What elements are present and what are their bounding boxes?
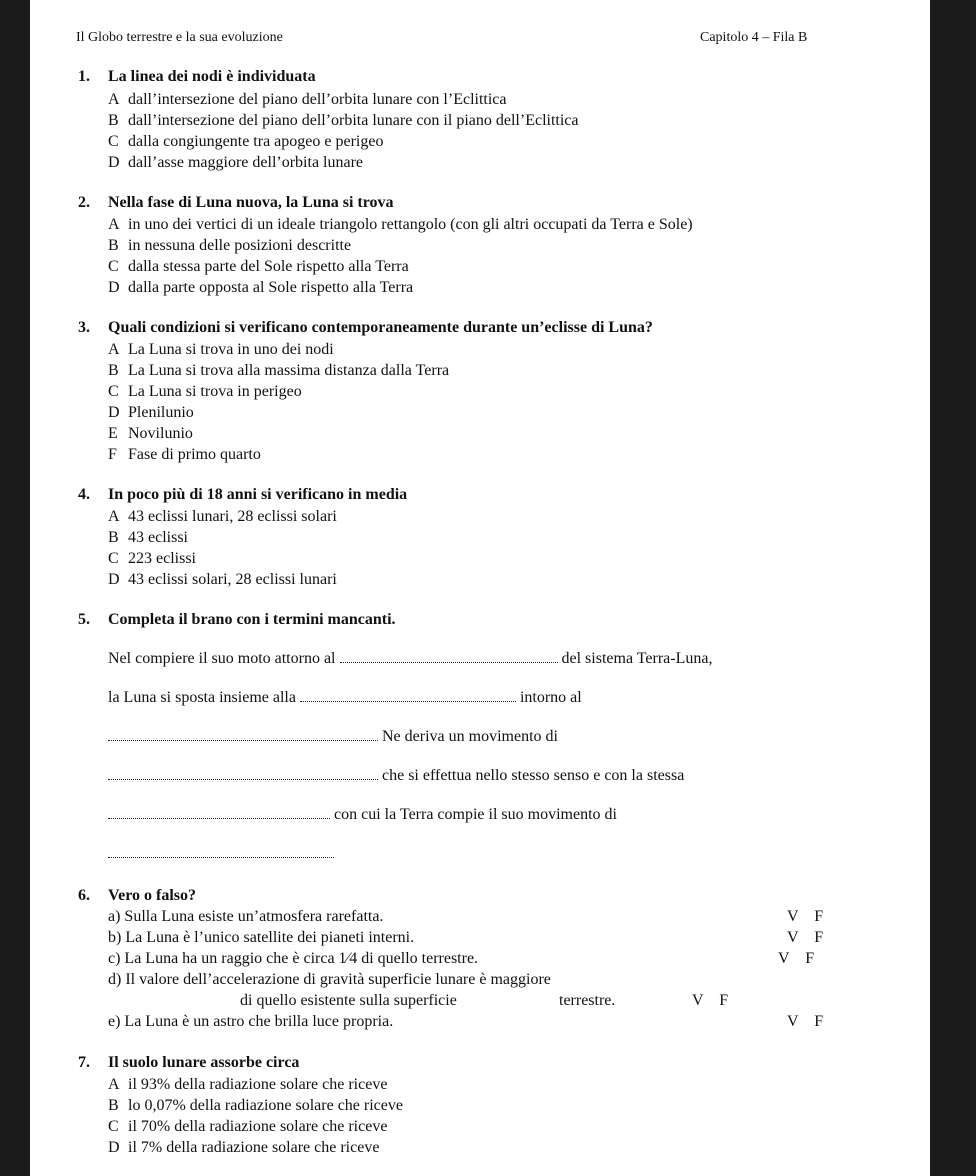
- question-3-option-d[interactable]: D Plenilunio: [108, 404, 194, 421]
- question-2-option-b[interactable]: B in nessuna delle posizioni descritte: [108, 237, 352, 254]
- blank-field[interactable]: [108, 767, 378, 780]
- blank-field[interactable]: [108, 728, 378, 741]
- question-5-line-3: Ne deriva un movimento di: [108, 728, 558, 746]
- blank-field[interactable]: [108, 806, 330, 819]
- header-chapter: Capitolo 4 – Fila B: [700, 30, 808, 45]
- true-false-item-e: e) La Luna è un astro che brilla luce propria.: [108, 1013, 394, 1030]
- question-4-option-c[interactable]: C 223 eclissi: [108, 550, 196, 567]
- true-false-item-b: b) La Luna è l’unico satellite dei pianeti interni.: [108, 929, 415, 946]
- header-book-title: Il Globo terrestre e la sua evoluzione: [76, 30, 283, 45]
- true-false-item-d-continuation-2: terrestre.: [559, 992, 616, 1009]
- question-2-option-a[interactable]: A in uno dei vertici di un ideale triangolo rettangolo (con gli altri occupati da Terra e Sole): [108, 216, 693, 233]
- true-false-choice-e[interactable]: V F: [787, 1013, 830, 1030]
- question-1-title: 1. La linea dei nodi è individuata: [78, 68, 316, 85]
- question-1-option-c[interactable]: C dalla congiungente tra apogeo e perigeo: [108, 133, 384, 150]
- question-5-line-2: la Luna si sposta insieme alla intorno al: [108, 689, 582, 706]
- question-4-option-b[interactable]: B 43 eclissi: [108, 529, 188, 546]
- blank-field[interactable]: [340, 650, 558, 663]
- question-5-line-1: Nel compiere il suo moto attorno al del sistema Terra-Luna,: [108, 650, 713, 667]
- true-false-choice-a[interactable]: V F: [787, 908, 830, 925]
- question-4-option-d[interactable]: D 43 eclissi solari, 28 eclissi lunari: [108, 571, 337, 588]
- question-5-title: 5. Completa il brano con i termini mancanti.: [78, 611, 396, 628]
- question-2-option-d[interactable]: D dalla parte opposta al Sole rispetto alla Terra: [108, 279, 414, 296]
- true-false-item-d-continuation: di quello esistente sulla superficie: [240, 992, 457, 1009]
- question-7-option-d[interactable]: D il 7% della radiazione solare che riceve: [108, 1139, 380, 1156]
- question-5-line-6: [108, 845, 338, 863]
- question-7-option-a[interactable]: A il 93% della radiazione solare che riceve: [108, 1076, 388, 1093]
- question-7-option-b[interactable]: B lo 0,07% della radiazione solare che riceve: [108, 1097, 403, 1114]
- true-false-item-d: d) Il valore dell’accelerazione di gravità superficie lunare è maggiore: [108, 971, 551, 988]
- question-6-title: 6. Vero o falso?: [78, 887, 196, 904]
- question-4-option-a[interactable]: A 43 eclissi lunari, 28 eclissi solari: [108, 508, 337, 525]
- true-false-choice-d[interactable]: V F: [692, 992, 735, 1009]
- question-3-option-a[interactable]: A La Luna si trova in uno dei nodi: [108, 341, 334, 358]
- question-3-option-c[interactable]: C La Luna si trova in perigeo: [108, 383, 302, 400]
- question-5-line-5: con cui la Terra compie il suo movimento di: [108, 806, 617, 824]
- question-1-option-b[interactable]: B dall’intersezione del piano dell’orbita lunare con il piano dell’Eclittica: [108, 112, 579, 129]
- question-3-title: 3. Quali condizioni si verificano contemporaneamente durante un’eclisse di Luna?: [78, 319, 653, 336]
- question-1-option-d[interactable]: D dall’asse maggiore dell’orbita lunare: [108, 154, 364, 171]
- question-7-option-c[interactable]: C il 70% della radiazione solare che riceve: [108, 1118, 388, 1135]
- question-3-option-f[interactable]: F Fase di primo quarto: [108, 446, 261, 463]
- true-false-choice-b[interactable]: V F: [787, 929, 830, 946]
- question-3-option-e[interactable]: E Novilunio: [108, 425, 193, 442]
- question-2-title: 2. Nella fase di Luna nuova, la Luna si trova: [78, 194, 394, 211]
- blank-field[interactable]: [300, 689, 516, 702]
- question-7-title: 7. Il suolo lunare assorbe circa: [78, 1054, 300, 1071]
- true-false-item-c: c) La Luna ha un raggio che è circa 1⁄4 di quello terrestre.: [108, 950, 479, 967]
- true-false-choice-c[interactable]: V F: [778, 950, 821, 967]
- blank-field[interactable]: [108, 845, 334, 858]
- question-4-title: 4. In poco più di 18 anni si verificano in media: [78, 486, 408, 503]
- question-2-option-c[interactable]: C dalla stessa parte del Sole rispetto alla Terra: [108, 258, 409, 275]
- question-5-line-4: che si effettua nello stesso senso e con la stessa: [108, 767, 684, 785]
- question-3-option-b[interactable]: B La Luna si trova alla massima distanza dalla Terra: [108, 362, 450, 379]
- true-false-item-a: a) Sulla Luna esiste un’atmosfera rarefatta.: [108, 908, 384, 925]
- question-1-option-a[interactable]: A dall’intersezione del piano dell’orbita lunare con l’Eclittica: [108, 91, 507, 108]
- document-page: [30, 0, 930, 1176]
